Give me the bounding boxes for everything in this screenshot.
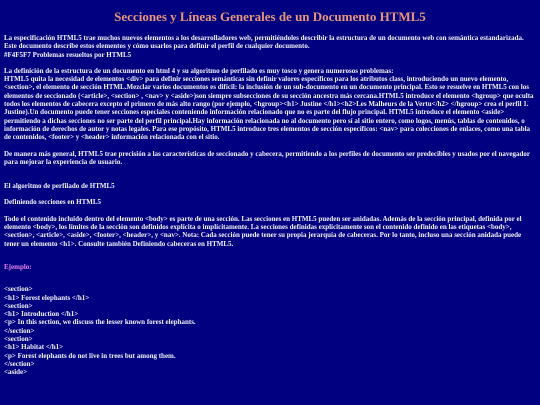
problems-link-line: #F4F5F7 Problemas resueltos por HTML5 — [4, 50, 132, 59]
sections-subheading: Definiendo secciones en HTML5 — [4, 198, 102, 207]
code-line: <section> — [4, 285, 33, 294]
sections-body: Todo el contenido incluido dentro del elemento <body> es parte de una sección. Las secciones en HTML5 pueden ser anidadas. Además de la sección principal, definida por el elemento <body>, los límites de la sección son definidos explícita o implícitamente. La secciones definidas explícitamente son el contenido definido en las etiquetas <body>, <section>, <article>, <aside>, <footer>, <header>, y <nav>. Nota: Cada sección puede tener su propia jerarquía de cabeceras. Por lo tanto, incluso una sección anidada puede tener un elemento <h1>. Consulte también Definiendo cabeceras en HTML5. — [4, 214, 522, 248]
code-line: <section> — [4, 335, 33, 344]
code-line: <p> Forest elephants do not live in trees but among them. — [4, 351, 176, 360]
problems-body: HTML5 quita la necesidad de elementos <div> para definir secciones semánticas sin definir valores específicos para los atributos class, introduciendo un nuevo elemento, <section>, el elemento de sección HTML.Mezclar varios documentos es difícil: la inclusión de un sub-documento en un documento principal. Esto se resuelve en HTML5 con los elementos de seccionado (<article>, <section> , <nav> y <aside>)son siempre subsecciones de su sección ancestra más cercana.HTML5 introduce el elemento <hgroup> que oculta todos los elementos de cabecera excepto el primero de más alto rango (por ejemplo, <hgroup><h1> Justine </h1><h2>Les Malheurs de la Vertu</h2> </hgroup> crea el perfil 1. Justine).Un documento puede tener secciones especiales conteniendo información relacionado que no es parte del flujo principal. HTML5 introduce el elemento <aside> permitiendo a dichas secciones no ser parte del perfil principal.Hay información relacionada no al documento pero sí al sitio entero, como logos, menús, tablas de contenidos, o información de derechos de autor y notas legales. Para ese propósito, HTML5 introduce tres elementos de sección específicos: <nav> para colecciones de enlaces, como una tabla de contenidos, <footer> y <header> información relacionada con el sitio. — [4, 75, 534, 142]
code-line: <p> In this section, we discuss the lesser known forest elephants. — [4, 318, 196, 327]
summary-paragraph: De manera más general, HTML5 trae precisión a las características de seccionado y cabecera, permitiendo a los perfiles de documento ser predecibles y usados por el navegador para mejorar la experiencia de usuario. — [4, 149, 530, 166]
code-line: <h1> Forest elephants </h1> — [4, 293, 90, 302]
code-line: <aside> — [4, 368, 28, 377]
problems-heading: La definición de la estructura de un documento en html 4 y su algoritmo de perfilado es muy tosco y genera numerosos problemas: — [4, 66, 394, 75]
example-heading: Ejemplo: — [4, 262, 32, 271]
intro-paragraph: La especificación HTML5 trae muchos nuevos elementos a los desarrolladores web, permitiéndoles describir la estructura de un documento web con semántica estandarizada. Este documento describe estos elementos y cómo usarlos para definir el perfil de cualquier documento. — [4, 34, 524, 51]
algorithm-heading: El algoritmo de perfilado de HTML5 — [4, 182, 115, 191]
code-line: </section> — [4, 326, 35, 335]
example-code — [4, 285, 536, 376]
code-line: <h1> Introduction </h1> — [4, 310, 79, 319]
problems-section — [4, 67, 536, 142]
code-line: <h1> Habitat </h1> — [4, 343, 64, 352]
code-line: </section> — [4, 359, 35, 368]
intro-section — [4, 34, 536, 59]
page-title: Secciones y Líneas Generales de un Documento HTML5 — [114, 9, 426, 24]
code-line: <section> — [4, 301, 33, 310]
